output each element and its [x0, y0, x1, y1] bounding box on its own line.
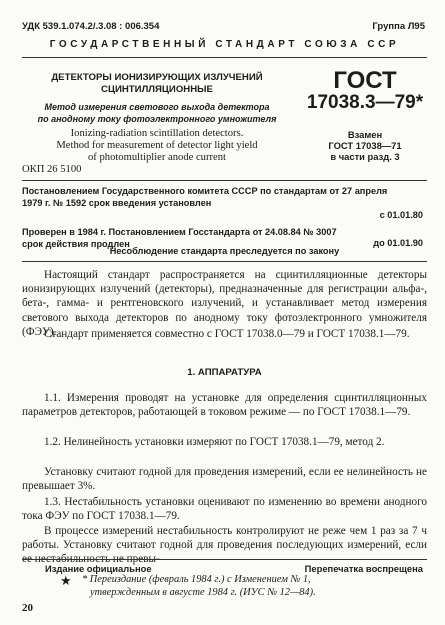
check-line: срок действия продлен: [22, 239, 130, 249]
udk-code: УДК 539.1.074.2/.3.08 : 006.354: [22, 21, 160, 32]
clause-1-2-note: Установку считают годной для проведения измерений, если ее нелинейность не превышает 3%.: [22, 466, 427, 493]
joint-paragraph: Стандарт применяется совместно с ГОСТ 17038.0—79 и ГОСТ 17038.1—79.: [44, 328, 410, 340]
standard-banner: ГОСУДАРСТВЕННЫЙ СТАНДАРТ СОЮЗА ССР: [49, 39, 400, 50]
title-ru-line: ДЕТЕКТОРЫ ИОНИЗИРУЮЩИХ ИЗЛУЧЕНИЙ: [51, 72, 263, 83]
replaces-line: в части разд. 3: [330, 151, 400, 162]
decree-text: [22, 185, 432, 209]
extension-date: до 01.01.90: [373, 238, 423, 248]
title-ru-line: СЦИНТИЛЛЯЦИОННЫЕ: [101, 84, 213, 95]
footer-rule: [22, 559, 427, 560]
gost-number: 17038.3—79*: [306, 92, 424, 113]
start-date: с 01.01.80: [379, 210, 423, 220]
page-number: 20: [22, 602, 33, 614]
title-ru: [22, 72, 292, 96]
clause-1-1: 1.1. Измерения проводят на установке для определения сцинтилляционных параметров детекторов, работающей в токовом режиме — по ГОСТ 17038.1—79.: [22, 392, 427, 419]
replaces-block: [300, 129, 430, 162]
clause-1-3: 1.3. Нестабильность установки оценивают по изменению во времени анодного тока ФЭУ по ГОСТ 17038.1—79.: [22, 496, 427, 523]
star-icon: ★: [60, 574, 72, 589]
header-rule: [22, 57, 427, 58]
title-en-line: Method for measurement of detector light yield: [56, 139, 258, 151]
decree-rule: [22, 261, 427, 262]
law-warning: Несоблюдение стандарта преследуется по закону: [109, 246, 340, 256]
replaces-line: ГОСТ 17038—71: [328, 140, 402, 151]
title-en-line: of photomultiplier anode current: [88, 151, 226, 163]
reissue-line: утвержденным в августе 1984 г. (ИУС № 12—84).: [90, 586, 316, 598]
section-title: 1. АППАРАТУРА: [187, 367, 262, 378]
official-edition: Издание официальное: [45, 563, 152, 574]
replaces-line: Взамен: [347, 129, 383, 140]
reprint-notice: Перепечатка воспрещена: [304, 563, 423, 574]
method-ru-line: Метод измерения светового выхода детектора: [44, 102, 270, 112]
intro-paragraph: Настоящий стандарт распространяется на сцинтилляционные детекторы ионизирующих излучений (детекторы), предназначенные для регистрации альфа-, бета-, гамма- и рентгеновского излучений, и устанавливает метод измерения светового выхода детекторов по анодному току фотоэлектронного умножителя (ФЭУ).: [22, 269, 427, 338]
decree-line: 1979 г. № 1592 срок введения установлен: [22, 198, 212, 208]
okp-code: ОКП 26 5100: [22, 164, 82, 175]
reissue-line: * Переиздание (февраль 1984 г.) с Изменением № 1,: [82, 574, 311, 585]
clause-1-2: 1.2. Нелинейность установки измеряют по ГОСТ 17038.1—79, метод 2.: [44, 436, 385, 448]
method-ru: [22, 102, 292, 125]
clause-1-3-note: В процессе измерений нестабильность контролируют не реже чем 1 раз за 7 ч работы. Установку считают годной для проведения последующих измерений, если ее нестабильность не превы-: [22, 525, 427, 566]
gost-label: ГОСТ: [333, 67, 397, 94]
group-code: Группа Л95: [372, 21, 425, 32]
decree-line: Постановлением Государственного комитета СССР по стандартам от 27 апреля: [22, 186, 388, 196]
reissue-note: [82, 574, 316, 599]
title-en-line: Ionizing-radiation scintillation detectors.: [70, 128, 244, 139]
title-en: [22, 128, 292, 163]
check-line: Проверен в 1984 г. Постановлением Госстандарта от 24.08.84 № 3007: [22, 227, 337, 237]
title-rule: [22, 180, 427, 181]
method-ru-line: по анодному току фотоэлектронного умножителя: [37, 113, 277, 124]
